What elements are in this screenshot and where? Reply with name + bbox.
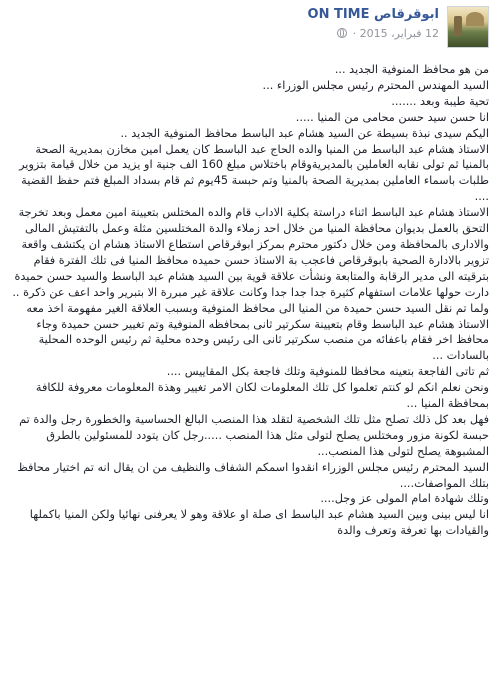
post-paragraph: السيد المهندس المحترم رئيس مجلس الوزراء ... — [262, 78, 489, 92]
post-body — [6, 62, 489, 539]
globe-icon[interactable] — [337, 28, 347, 38]
post-paragraph: الاستاذ هشام عبد الباسط اثناء دراستة بكلية الاداب قام والده المختلس بتعيينة امين معمل وبعد تخرجة التحق بالعمل بديوان محافظة المنيا من خلال احد زملاء والدة المختلسين مثلة وعمل بالتفتيش المالى والادارى بالمحافظة ومن خلال دكتور محترم بمركز ابوقرقاص استطاع الاستاذ هشام ان يكتشف واقعة تزوير بالادارة الصحية بابوقرقاص فاعجب بة الاستاذ حسن حميده محافظ المنيا فى تلك الفترة فقام بترقيته الى مدير الرقابة والمتابعة ونشأت علاقة قوية بين السيد هشام عبد الباسط والسيد حسن حميدة دارت حولها علامات استفهام كثيرة جدا جدا جدا وكانت علاقة غير مبررة الا بتبرير واحد اعف عن ذكرة .. — [12, 206, 489, 299]
page-avatar[interactable] — [447, 6, 489, 48]
post-paragraph: ولما تم نقل السيد حسن حميدة من المنيا الى محافظ المنوفية وبسبب العلاقة الغير مفهومة اخذ معه الاستاذ هشام عبد الباسط وقام بتعيينة سكرتير ثانى بمحافظه المنوفية وتم تغيير حسن حميدة وجاء محافظ اخر فقام باعفائه من منصب سكرتير ثانى الى رئيس وحده محلية ثم رئيس الوحده المحلية بالسادات ... — [26, 301, 489, 363]
post-paragraph: وتلك شهادة امام المولى عز وجل.... — [320, 492, 489, 506]
post-paragraph: ثم تاتى الفاجعة بتعينه محافظا للمنوفية وتلك فاجعة بكل المقاييس .... — [166, 365, 489, 379]
post-paragraph: انا ليس بينى وبين السيد هشام عبد الباسط اى صلة او علاقة وهو لا يعرفنى نهائيا ولكن المنيا باكملها والقيادات بها تعرفة وتعرف والدة — [29, 508, 489, 538]
post-date-link[interactable]: 12 فبراير، 2015 — [359, 27, 439, 40]
post-paragraph: انا حسن سيد حسن محامى من المنيا ..... — [295, 110, 489, 124]
post-paragraph: اليكم سيدى نبذة بسيطة عن السيد هشام عبد الباسط محافظ المنوفية الجديد .. — [120, 126, 489, 140]
post-timestamp-line — [308, 27, 439, 40]
page-name-link[interactable]: ابوقرقاص ON TIME — [307, 7, 439, 22]
post-paragraph: من هو محافظ المنوفية الجديد ... — [334, 63, 489, 76]
post-paragraph: ونحن نعلم انكم لو كنتم تعلموا كل تلك المعلومات لكان الامر تغيير وهذة المعلومات معروفة للكافة بمحافظة المنيا ... — [35, 381, 489, 411]
post-paragraph: الاستاذ هشام عبد الباسط من المنيا والده الحاج عبد الباسط كان يعمل امين مخازن بمديرية الصحة بالمنيا ثم تولى نقابه العاملين بالمديريةوقام باختلاس مبلغ 160 الف جنية او يزيد من خلال قيامة بتزوير طلبات باسماء العاملين بمديرية الصحة بالمنيا وتم حبسة 45يوم ثم قام بسداد المبلغ فتم حفظ القضية .... — [19, 142, 489, 204]
post-header — [6, 6, 489, 58]
post-separator: · — [352, 27, 357, 40]
post-paragraph: السيد المحترم رئيس مجلس الوزراء انقدوا اسمكم الشفاف والنظيف من ان يقال انه تم اختيار محافظ بتلك المواصفات.... — [17, 460, 489, 490]
post-meta — [308, 6, 439, 40]
post-paragraph: فهل بعد كل ذلك تصلح مثل تلك الشخصية لتقلد هذا المنصب البالغ الحساسية والخطورة رجل والدة تم حبسة لكونة مزور ومختلس يصلح لتولى مثل هذا المنصب .....رجل كان يتودد للمسئولين بالطرق المشبوهة يصلح لتولى هذا المنصب... — [19, 412, 489, 458]
post-paragraph: تحية طيبة وبعد ....... — [391, 94, 489, 108]
